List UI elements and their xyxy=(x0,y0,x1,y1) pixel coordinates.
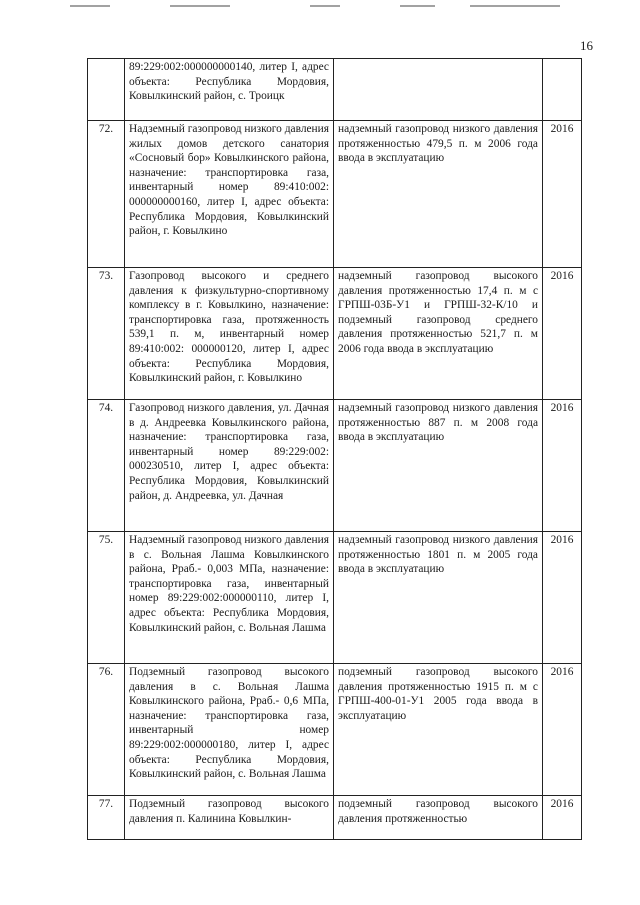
row-number: 76. xyxy=(88,664,125,796)
row-number: 74. xyxy=(88,400,125,532)
table-row xyxy=(88,268,582,400)
table-row xyxy=(88,121,582,268)
year-cell: 2016 xyxy=(543,532,582,664)
year-cell xyxy=(543,59,582,121)
year-cell: 2016 xyxy=(543,796,582,840)
object-description-cell: надземный газопровод низкого давления протяженностью 479,5 п. м 2006 года ввода в эксплуатацию xyxy=(334,121,543,268)
table-row xyxy=(88,664,582,796)
object-description-cell: подземный газопровод высокого давления протяженностью 1915 п. м с ГРПШ-400-01-У1 2005 года ввода в эксплуатацию xyxy=(334,664,543,796)
year-cell: 2016 xyxy=(543,121,582,268)
object-name-cell: Подземный газопровод высокого давления в с. Вольная Лашма Ковылкинского района, Рраб.- 0,6 МПа, назначение: транспортировка газа, инвентарный номер 89:229:002:000000180, литер I, адрес объекта: Республика Мордовия, Ковылкинский район, с. Вольная Лашма xyxy=(125,664,334,796)
table-row xyxy=(88,400,582,532)
object-name-cell: Подземный газопровод высокого давления п. Калинина Ковылкин- xyxy=(125,796,334,840)
row-number: 73. xyxy=(88,268,125,400)
row-number xyxy=(88,59,125,121)
row-number: 72. xyxy=(88,121,125,268)
object-description-cell: подземный газопровод высокого давления протяженностью xyxy=(334,796,543,840)
object-description-cell: надземный газопровод низкого давления протяженностью 887 п. м 2008 года ввода в эксплуатацию xyxy=(334,400,543,532)
year-cell: 2016 xyxy=(543,268,582,400)
object-description-cell xyxy=(334,59,543,121)
row-number: 77. xyxy=(88,796,125,840)
row-number: 75. xyxy=(88,532,125,664)
object-description-cell: надземный газопровод высокого давления протяженностью 17,4 п. м с ГРПШ-03Б-У1 и ГРПШ-32-К/10 и подземный газопровод среднего давления протяженностью 521,7 п. м 2006 года ввода в эксплуатацию xyxy=(334,268,543,400)
table-row xyxy=(88,59,582,121)
object-name-cell: Надземный газопровод низкого давления жилых домов детского санатория «Сосновый бор» Ковылкинского района, назначение: транспортировка газа, инвентарный номер 89:410:002: 000000000160, литер I, адрес объекта: Республика Мордовия, Ковылкинский район, г. Ковылкино xyxy=(125,121,334,268)
year-cell: 2016 xyxy=(543,400,582,532)
table-row xyxy=(88,796,582,840)
object-name-cell: Газопровод низкого давления, ул. Дачная в д. Андреевка Ковылкинского района, назначение: транспортировка газа, инвентарный номер 89:229:002: 000230510, литер I, адрес объекта: Республика Мордовия, Ковылкинский район, д. Андреевка, ул. Дачная xyxy=(125,400,334,532)
table-row xyxy=(88,532,582,664)
property-register-table xyxy=(87,58,582,840)
object-name-cell: Газопровод высокого и среднего давления к физкультурно-спортивному комплексу в г. Ковылкино, назначение: транспортировка газа, протяженность 539,1 п. м, инвентарный номер 89:410:002: 000000120, литер I, адрес объекта: Республика Мордовия, Ковылкинский район, г. Ковылкино xyxy=(125,268,334,400)
scan-artifact-strip xyxy=(0,0,640,14)
object-name-cell: 89:229:002:000000000140, литер I, адрес объекта: Республика Мордовия, Ковылкинский район, с. Троицк xyxy=(125,59,334,121)
object-description-cell: надземный газопровод низкого давления протяженностью 1801 п. м 2005 года ввода в эксплуатацию xyxy=(334,532,543,664)
object-name-cell: Надземный газопровод низкого давления в с. Вольная Лашма Ковылкинского района, Рраб.- 0,003 МПа, назначение: транспортировка газа, инвентарный номер 89:229:002:000000110, литер I, адрес объекта: Республика Мордовия, Ковылкинский район, с. Вольная Лашма xyxy=(125,532,334,664)
page-number: 16 xyxy=(580,38,593,53)
year-cell: 2016 xyxy=(543,664,582,796)
